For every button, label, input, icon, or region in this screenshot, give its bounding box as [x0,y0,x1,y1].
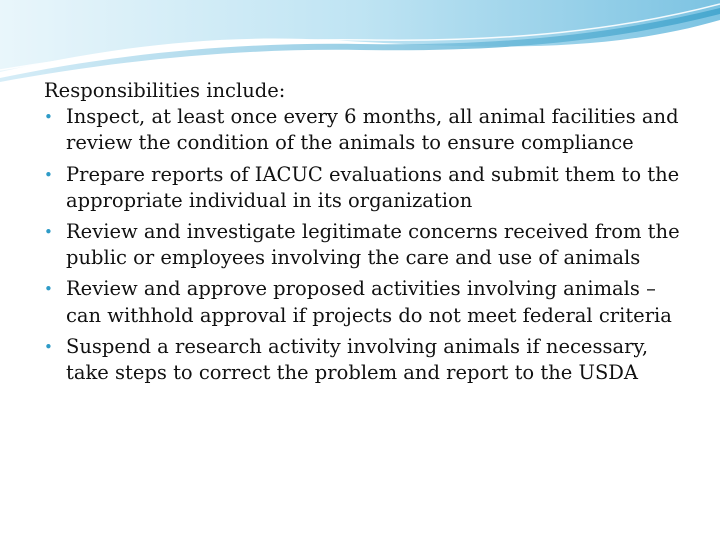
slide-body [44,78,694,391]
responsibility-list [44,104,694,386]
bullet-icon: • [44,280,53,299]
list-item [44,162,694,214]
list-item-text: Inspect, at least once every 6 months, all animal facilities and review the condition of the animals to ensure compliance [66,105,679,155]
bullet-icon: • [44,223,53,242]
list-item [44,219,694,271]
list-item-text: Review and approve proposed activities involving animals – can withhold approval if projects do not meet federal criteria [66,277,672,327]
list-item-text: Prepare reports of IACUC evaluations and submit them to the appropriate individual in its organization [66,162,680,212]
list-item [44,334,694,386]
intro-heading: Responsibilities include: [44,79,286,102]
bullet-icon: • [44,108,53,127]
bullet-icon: • [44,337,53,356]
list-item-text: Review and investigate legitimate concerns received from the public or employees involving the care and use of animals [66,220,680,270]
bullet-icon: • [44,165,53,184]
header-wave-decoration [0,0,720,90]
list-item-text: Suspend a research activity involving animals if necessary, take steps to correct the problem and report to the USDA [66,334,649,385]
list-item [44,104,694,156]
list-item [44,276,694,328]
